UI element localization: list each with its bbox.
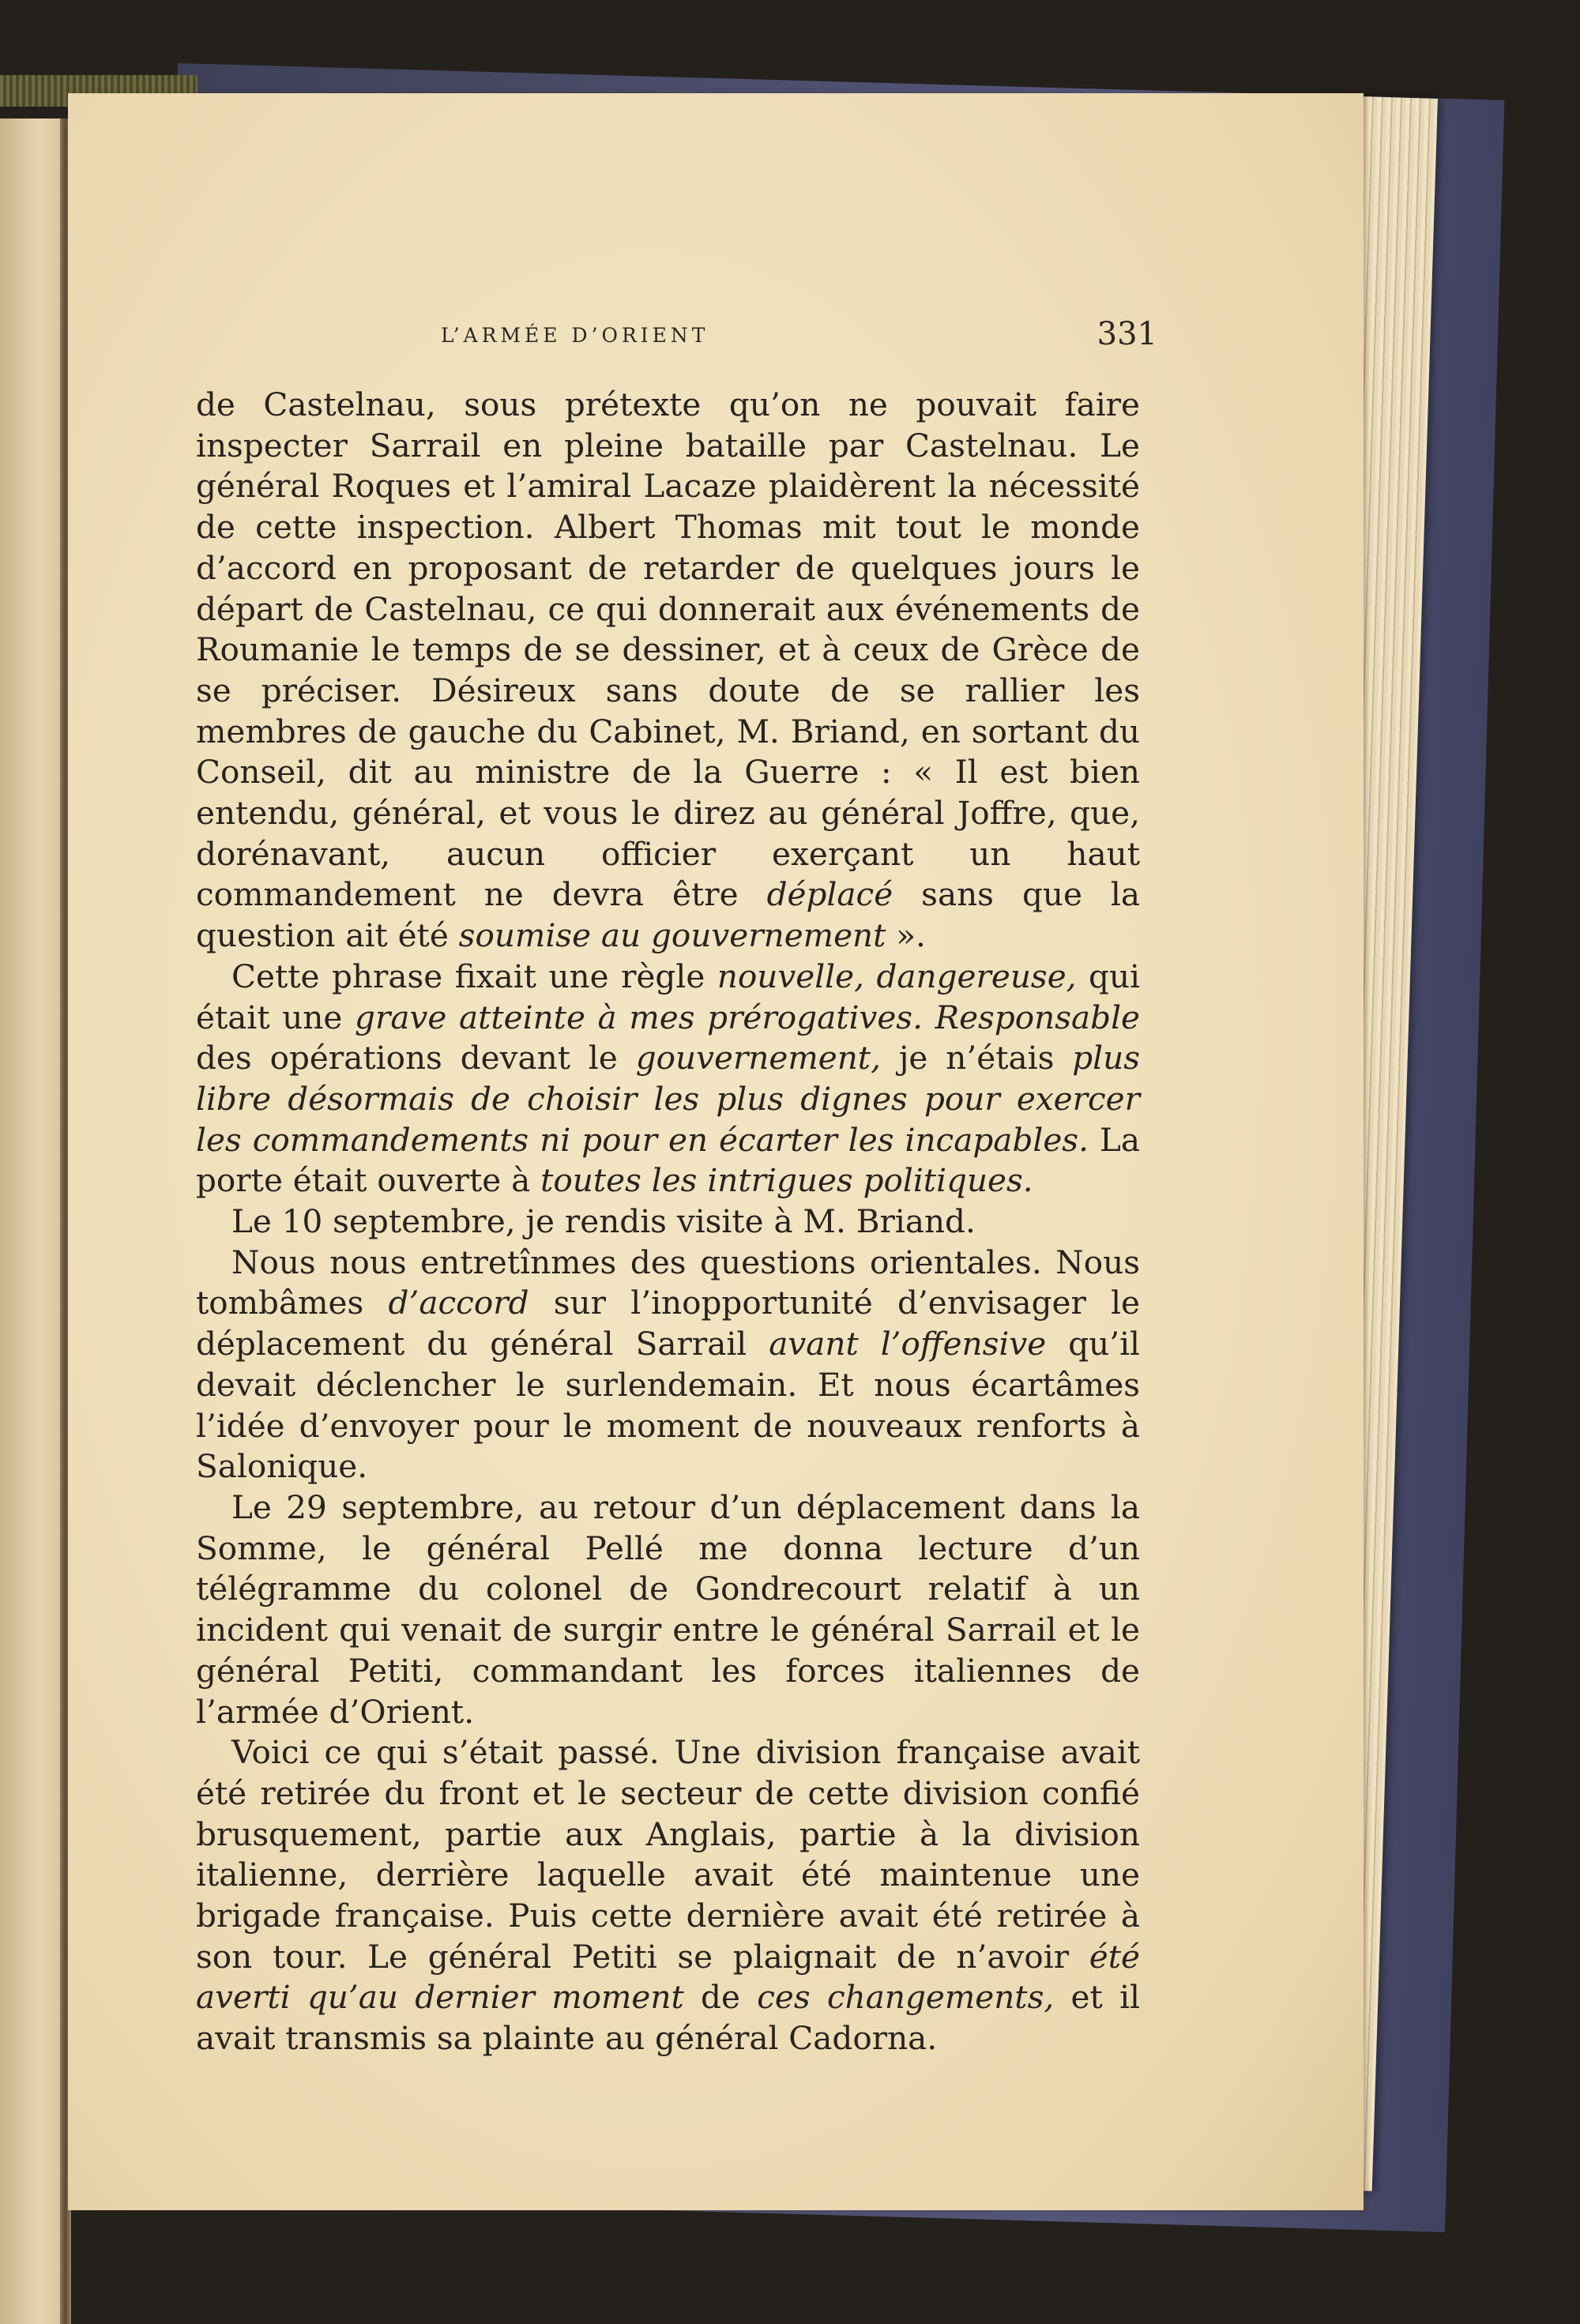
text-run: des opérations devant le <box>196 1039 636 1077</box>
text-run: Voici ce qui s’était passé. Une division française avait été retirée du front et le secteur de cette division confié brusquement, partie aux Anglais, partie à la division italienne, derrière laquelle avait été maintenue une brigade française. Puis cette dernière avait été retirée à son tour. Le général Petiti se plaignait de n’avoir <box>196 1733 1140 1976</box>
text-run: La porte était ouverte à <box>196 1120 1140 1200</box>
body-text <box>196 385 1140 2059</box>
paragraph <box>196 1243 1140 1487</box>
text-run: ». <box>886 916 926 955</box>
paragraph <box>196 1201 1140 1243</box>
text-run: je n’étais <box>880 1039 1073 1077</box>
text-run: qui était une <box>196 957 1140 1036</box>
italic-run: été averti qu’au dernier moment <box>196 1937 1140 2017</box>
italic-run: ces changements, <box>757 1978 1055 2017</box>
paragraph <box>196 1732 1140 2059</box>
running-title: L’ARMÉE D’ORIENT <box>441 324 709 347</box>
italic-run: avant l’offensive <box>769 1325 1047 1363</box>
italic-run: toutes les intrigues politiques. <box>540 1161 1033 1200</box>
paragraph <box>196 385 1140 957</box>
left-page-edge <box>0 118 68 2324</box>
italic-run: grave atteinte à mes prérogatives. Responsable <box>355 998 1141 1036</box>
text-run: Cette phrase fixait une règle <box>231 957 717 995</box>
text-run: qu’il devait déclencher le surlendemain. Et nous écartâmes l’idée d’envoyer pour le moment de nouveaux renforts à Salonique. <box>196 1325 1140 1486</box>
italic-run: d’accord <box>388 1284 529 1322</box>
text-run: de <box>683 1978 758 2017</box>
paragraph <box>196 1487 1140 1732</box>
text-run: sur l’inopportunité d’envisager le déplacement du général Sarrail <box>196 1284 1140 1363</box>
text-run: Nous nous entretînmes des questions orientales. Nous tombâmes <box>196 1243 1140 1322</box>
italic-run: gouvernement, <box>635 1039 881 1077</box>
text-run: Le 29 septembre, au retour d’un déplacement dans la Somme, le général Pellé me donna lecture d’un télégramme du colonel de Gondrecourt relatif à un incident qui venait de surgir entre le général Sarrail et le général Petiti, commandant les forces italiennes de l’armée d’Orient. <box>196 1487 1140 1731</box>
page-number: 331 <box>1097 316 1157 352</box>
italic-run: déplacé <box>766 875 893 914</box>
text-run: Le 10 septembre, je rendis visite à M. Briand. <box>231 1202 976 1241</box>
paragraph <box>196 957 1140 1201</box>
text-run: et il avait transmis sa plainte au général Cadorna. <box>196 1978 1140 2058</box>
text-run: de Castelnau, sous prétexte qu’on ne pouvait faire inspecter Sarrail en pleine bataille par Castelnau. Le général Roques et l’amiral Lacaze plaidèrent la nécessité de cette inspection. Albert Thomas mit tout le monde d’accord en proposant de retarder de quelques jours le départ de Castelnau, ce qui donnerait aux événements de Roumanie le temps de se dessiner, et à ceux de Grèce de se préciser. Désireux sans doute de se rallier les membres de gauche du Cabinet, M. Briand, en sortant du Conseil, dit au ministre de la Guerre : « Il est bien entendu, général, et vous le direz au général Joffre, que, dorénavant, aucun officier exerçant un haut commandement ne devra être <box>196 385 1140 914</box>
italic-run: plus libre désormais de choisir les plus dignes pour exercer les commandements ni pour en écarter les incapables. <box>196 1039 1140 1159</box>
italic-run: soumise au gouvernement <box>458 916 886 955</box>
text-run: sans que la question ait été <box>196 875 1141 955</box>
italic-run: nouvelle, dangereuse, <box>717 957 1077 995</box>
